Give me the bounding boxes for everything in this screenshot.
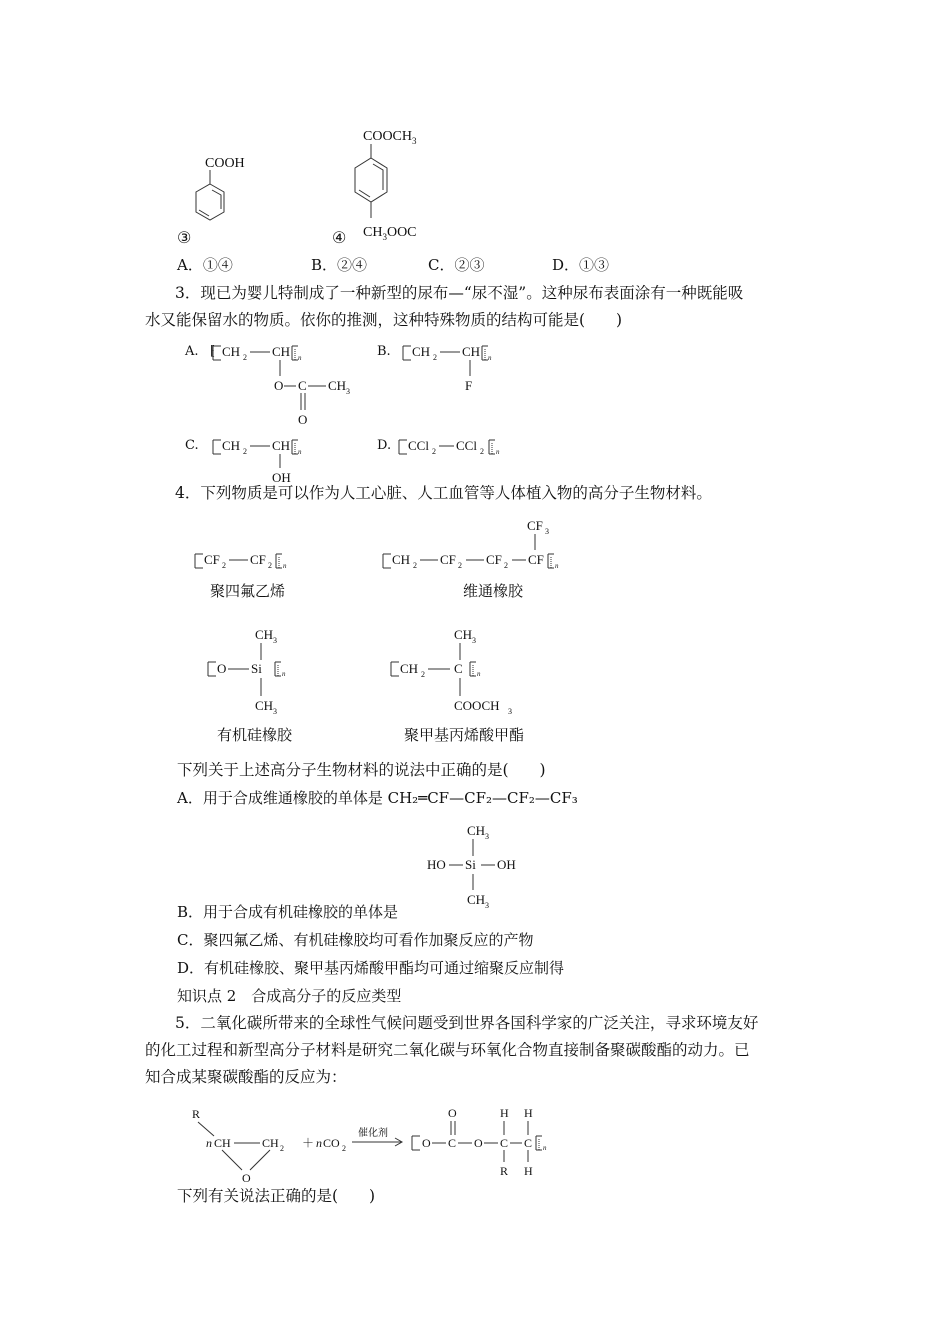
svg-text:C: C [448, 1136, 457, 1150]
svg-text:n: n [488, 354, 492, 362]
polycarbonate-reaction [190, 1100, 560, 1190]
q3-stem-line2: 水又能保留水的物质。依你的推测，这种特殊物质的结构可能是( ) [145, 311, 623, 329]
q4-stem [145, 480, 815, 507]
q3-option-d-label[interactable]: D. [377, 438, 392, 453]
svg-text:n: n [316, 1136, 322, 1150]
svg-text:C: C [454, 661, 463, 676]
item-label-3: ③ [177, 228, 192, 247]
svg-text:CH: CH [412, 344, 431, 359]
svg-text:CH: CH [467, 823, 486, 838]
section-heading: 知识点 2 合成高分子的反应类型 [177, 987, 402, 1005]
svg-text:CF: CF [440, 552, 456, 567]
svg-text:CH: CH [222, 438, 241, 453]
ptfe-structure [192, 546, 302, 574]
svg-text:n: n [555, 562, 559, 570]
svg-text:Si: Si [465, 857, 476, 872]
svg-text:n: n [282, 670, 286, 678]
q3-stem [145, 280, 815, 334]
svg-text:CH: CH [262, 1136, 279, 1150]
svg-text:COOCH: COOCH [454, 698, 500, 713]
svg-text:CH: CH [462, 344, 481, 359]
name-viton: 维通橡胶 [463, 582, 524, 600]
svg-text:2: 2 [342, 1144, 346, 1153]
svg-text:CO: CO [323, 1136, 340, 1150]
svg-text:3: 3 [273, 636, 277, 645]
svg-text:2: 2 [280, 1144, 284, 1153]
svg-text:3: 3 [472, 636, 476, 645]
q5-stem-line2: 的化工过程和新型高分子材料是研究二氧化碳与环氧化合物直接制备聚碳酸酯的动力。已 [145, 1041, 750, 1059]
svg-text:OH: OH [272, 470, 291, 485]
q3-option-b-label[interactable]: B. [377, 344, 391, 359]
q2-option-d[interactable]: D．①③ [552, 256, 610, 274]
viton-structure [380, 516, 580, 576]
svg-text:Si: Si [251, 661, 262, 676]
svg-text:3: 3 [545, 527, 549, 536]
svg-text:CF: CF [486, 552, 502, 567]
q2-option-b[interactable]: B．②④ [311, 256, 368, 274]
q4-question: 下列关于上述高分子生物材料的说法中正确的是( ) [177, 761, 546, 779]
q2-option-c[interactable]: C．②③ [428, 256, 485, 274]
silicone-structure [205, 622, 315, 718]
svg-text:CH: CH [392, 552, 411, 567]
q5-stem-line1: 5．二氧化碳所带来的全球性气候问题受到世界各国科学家的广泛关注，寻求环境友好 [175, 1014, 759, 1032]
svg-text:H: H [500, 1106, 509, 1120]
dimethyl-terephthalate-structure [345, 122, 455, 246]
svg-text:2: 2 [433, 353, 437, 362]
q3-stem-line1: 3．现已为婴儿特制成了一种新型的尿布—“尿不湿”。这种尿布表面涂有一种既能吸 [175, 284, 744, 302]
cooh-group: COOH [205, 156, 245, 171]
svg-text:CH3OOC: $CH_3OOC$ [363, 225, 417, 242]
svg-text:CH: CH [255, 698, 274, 713]
svg-text:2: 2 [243, 447, 247, 456]
name-ptfe: 聚四氟乙烯 [210, 582, 286, 600]
svg-text:CCl: CCl [408, 438, 429, 453]
svg-text:H: H [524, 1106, 533, 1120]
q3-option-b-structure [400, 338, 510, 398]
q5-question: 下列有关说法正确的是( ) [177, 1187, 376, 1205]
q3-option-a-label[interactable]: A. [185, 344, 199, 359]
svg-text:O: O [242, 1171, 251, 1185]
q4-option-a[interactable]: A．用于合成维通橡胶的单体是 CH₂═CF—CF₂—CF₂—CF₃ [177, 789, 578, 807]
q4-option-d[interactable]: D．有机硅橡胶、聚甲基丙烯酸甲酯均可通过缩聚反应制得 [177, 959, 565, 977]
svg-text:CH: CH [222, 344, 241, 359]
q3-option-c-label[interactable]: C. [185, 438, 199, 453]
svg-text:CH: CH [328, 378, 347, 393]
svg-text:n: n [543, 1144, 547, 1152]
q2-option-a[interactable]: A．①④ [177, 256, 233, 274]
name-silicone: 有机硅橡胶 [217, 726, 293, 744]
svg-text:2: 2 [504, 561, 508, 570]
svg-text:n: n [496, 448, 500, 456]
svg-text:2: 2 [421, 670, 425, 679]
q4-option-b[interactable]: B．用于合成有机硅橡胶的单体是 [177, 903, 399, 921]
svg-text:H: H [524, 1164, 533, 1178]
item-label-4: ④ [332, 228, 347, 247]
svg-text:O: O [217, 661, 227, 676]
svg-text:CH: CH [400, 661, 419, 676]
svg-text:2: 2 [480, 447, 484, 456]
svg-text:3: 3 [273, 707, 277, 716]
svg-text:2: 2 [413, 561, 417, 570]
svg-text:C: C [298, 378, 307, 393]
benzoic-acid-structure [190, 150, 260, 240]
svg-text:3: 3 [485, 901, 489, 910]
q5-stem-line3: 知合成某聚碳酸酯的反应为： [145, 1068, 347, 1086]
svg-text:2: 2 [243, 353, 247, 362]
svg-text:CH: CH [214, 1136, 231, 1150]
svg-text:n: n [477, 670, 481, 678]
svg-text:CH: CH [272, 438, 291, 453]
svg-text:2: 2 [222, 561, 226, 570]
svg-text:n: n [298, 354, 302, 362]
svg-text:＋: ＋ [302, 1136, 315, 1150]
svg-text:⁅: ⁅ [210, 343, 216, 358]
svg-text:O: O [298, 412, 308, 427]
svg-text:CH: CH [454, 627, 473, 642]
svg-text:C: C [524, 1136, 533, 1150]
svg-text:R: R [500, 1164, 509, 1178]
q4-stem-line: 4．下列物质是可以作为人工心脏、人工血管等人体植入物的高分子生物材料。 [175, 484, 712, 502]
svg-text:CF: CF [527, 518, 543, 533]
svg-text:2: 2 [432, 447, 436, 456]
svg-text:3: 3 [346, 387, 350, 396]
q5-stem [145, 1010, 815, 1091]
svg-text:COOCH3: $COOCH_3$ [363, 129, 417, 146]
svg-text:CCl: CCl [456, 438, 477, 453]
catalyst-label: 催化剂 [358, 1128, 388, 1139]
svg-text:O: O [474, 1136, 483, 1150]
svg-text:O: O [274, 378, 284, 393]
svg-text:OH: OH [497, 857, 516, 872]
svg-text:2: 2 [458, 561, 462, 570]
svg-text:F: F [465, 378, 473, 393]
svg-text:CF: CF [250, 552, 266, 567]
svg-text:CH: CH [272, 344, 291, 359]
q4-option-b-monomer [425, 818, 535, 914]
svg-text:CF: CF [528, 552, 544, 567]
svg-text:O: O [448, 1106, 457, 1120]
svg-text:R: R [192, 1107, 201, 1121]
q4-option-c[interactable]: C．聚四氟乙烯、有机硅橡胶均可看作加聚反应的产物 [177, 931, 534, 949]
svg-text:2: 2 [268, 561, 272, 570]
svg-text:HO: HO [427, 857, 446, 872]
svg-text:O: O [422, 1136, 431, 1150]
name-pmma: 聚甲基丙烯酸甲酯 [404, 726, 525, 744]
svg-text:C: C [500, 1136, 509, 1150]
pmma-structure [388, 622, 538, 718]
svg-text:n: n [206, 1136, 212, 1150]
svg-text:n: n [283, 562, 287, 570]
svg-text:CF: CF [204, 552, 220, 567]
svg-text:CH: CH [255, 627, 274, 642]
svg-text:n: n [298, 448, 302, 456]
svg-text:3: 3 [508, 707, 512, 716]
q3-option-d-structure [396, 432, 516, 462]
svg-text:CH: CH [467, 892, 486, 907]
svg-text:3: 3 [485, 832, 489, 841]
q3-option-a-structure [210, 338, 370, 430]
